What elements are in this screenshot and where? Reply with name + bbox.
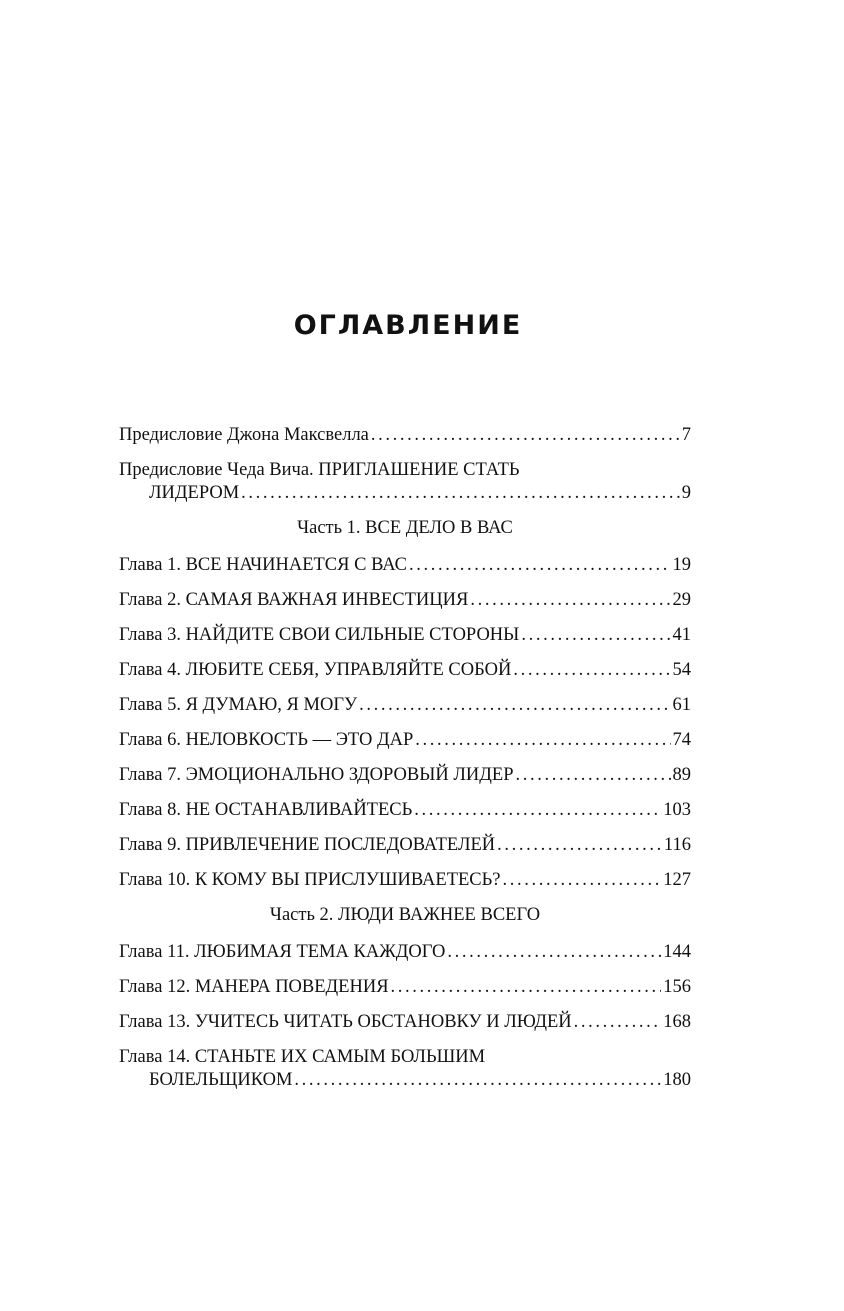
dot-leader: [497, 834, 662, 857]
toc-entry-page: 180: [663, 1070, 691, 1090]
dot-leader: [574, 1011, 662, 1034]
dot-leader: [294, 1069, 661, 1092]
toc-entry-page: 103: [663, 800, 691, 820]
toc-entry-page: 7: [681, 425, 691, 445]
dot-leader: [521, 624, 670, 647]
toc-entry-label-line1: Глава 14. СТАНЬТЕ ИХ САМЫМ БОЛЬШИМ: [119, 1047, 486, 1067]
toc-entry-page: 74: [672, 730, 691, 750]
dot-leader: [391, 976, 662, 999]
toc-entry-label: Глава 13. УЧИТЕСЬ ЧИТАТЬ ОБСТАНОВКУ И ЛЮДЕЙ: [119, 1012, 572, 1032]
toc-entry-label: Глава 11. ЛЮБИМАЯ ТЕМА КАЖДОГО: [119, 942, 446, 962]
toc-entry-label: Глава 5. Я ДУМАЮ, Я МОГУ: [119, 695, 358, 715]
toc-entry-page: 19: [672, 555, 691, 575]
dot-leader: [470, 589, 670, 612]
toc-entry-page: 41: [672, 625, 691, 645]
toc-entry-chapter-3: [119, 624, 691, 647]
part-heading: Часть 1. ВСЕ ДЕЛО В ВАС: [297, 518, 513, 538]
toc-entry-page: 61: [672, 695, 691, 715]
toc-entry-label: Предисловие Джона Максвелла: [119, 425, 369, 445]
dot-leader: [515, 764, 670, 787]
toc-entry-chapter-6: [119, 729, 691, 752]
dot-leader: [359, 694, 670, 717]
dot-leader: [414, 799, 661, 822]
toc-entry-page: 9: [681, 483, 691, 503]
toc-entry-chapter-2: [119, 589, 691, 612]
toc-entry-chapter-11: [119, 941, 691, 964]
toc-entry-page: 29: [672, 590, 691, 610]
toc-entry-chapter-13: [119, 1011, 691, 1034]
toc-entry-page: 54: [672, 660, 691, 680]
toc-entry-label: Глава 7. ЭМОЦИОНАЛЬНО ЗДОРОВЫЙ ЛИДЕР: [119, 765, 514, 785]
dot-leader: [409, 554, 670, 577]
dot-leader: [513, 659, 670, 682]
toc-entry-page: 89: [672, 765, 691, 785]
toc-entry-label-line1: Предисловие Чеда Вича. ПРИГЛАШЕНИЕ СТАТЬ: [119, 460, 520, 480]
toc-entry-page: 144: [663, 942, 691, 962]
dot-leader: [415, 729, 670, 752]
toc-entry-chapter-12: [119, 976, 691, 999]
toc-entry-label: Глава 8. НЕ ОСТАНАВЛИВАЙТЕСЬ: [119, 800, 413, 820]
toc-entry-label: Глава 9. ПРИВЛЕЧЕНИЕ ПОСЛЕДОВАТЕЛЕЙ: [119, 835, 496, 855]
toc-entry-chapter-10: [119, 869, 691, 892]
toc-entry-foreword-maxwell: [119, 424, 691, 447]
toc-entry-foreword-wich: [119, 459, 691, 505]
toc-entry-label: Глава 10. К КОМУ ВЫ ПРИСЛУШИВАЕТЕСЬ?: [119, 870, 501, 890]
table-of-contents: [119, 424, 691, 1104]
toc-entry-label: Глава 4. ЛЮБИТЕ СЕБЯ, УПРАВЛЯЙТЕ СОБОЙ: [119, 660, 512, 680]
page-title: ОГЛАВЛЕНИЕ: [293, 310, 523, 341]
dot-leader: [447, 941, 661, 964]
toc-entry-chapter-1: [119, 554, 691, 577]
toc-entry-label: Глава 2. САМАЯ ВАЖНАЯ ИНВЕСТИЦИЯ: [119, 590, 469, 610]
dot-leader: [371, 424, 680, 447]
toc-entry-chapter-8: [119, 799, 691, 822]
part-heading: Часть 2. ЛЮДИ ВАЖНЕЕ ВСЕГО: [269, 905, 541, 925]
toc-entry-chapter-9: [119, 834, 691, 857]
toc-entry-chapter-5: [119, 694, 691, 717]
dot-leader: [241, 482, 680, 505]
toc-entry-page: 168: [663, 1012, 691, 1032]
toc-entry-label: Глава 3. НАЙДИТЕ СВОИ СИЛЬНЫЕ СТОРОНЫ: [119, 625, 520, 645]
toc-entry-chapter-4: [119, 659, 691, 682]
toc-entry-label: Глава 12. МАНЕРА ПОВЕДЕНИЯ: [119, 977, 389, 997]
toc-entry-chapter-14: [119, 1046, 691, 1092]
toc-entry-page: 156: [663, 977, 691, 997]
toc-entry-label: Глава 6. НЕЛОВКОСТЬ — ЭТО ДАР: [119, 730, 414, 750]
toc-entry-label-line2: ЛИДЕРОМ: [149, 483, 240, 503]
toc-entry-page: 127: [663, 870, 691, 890]
dot-leader: [502, 869, 661, 892]
toc-entry-label: Глава 1. ВСЕ НАЧИНАЕТСЯ С ВАС: [119, 555, 408, 575]
toc-entry-label-line2: БОЛЕЛЬЩИКОМ: [149, 1070, 293, 1090]
toc-entry-chapter-7: [119, 764, 691, 787]
toc-entry-page: 116: [663, 835, 691, 855]
